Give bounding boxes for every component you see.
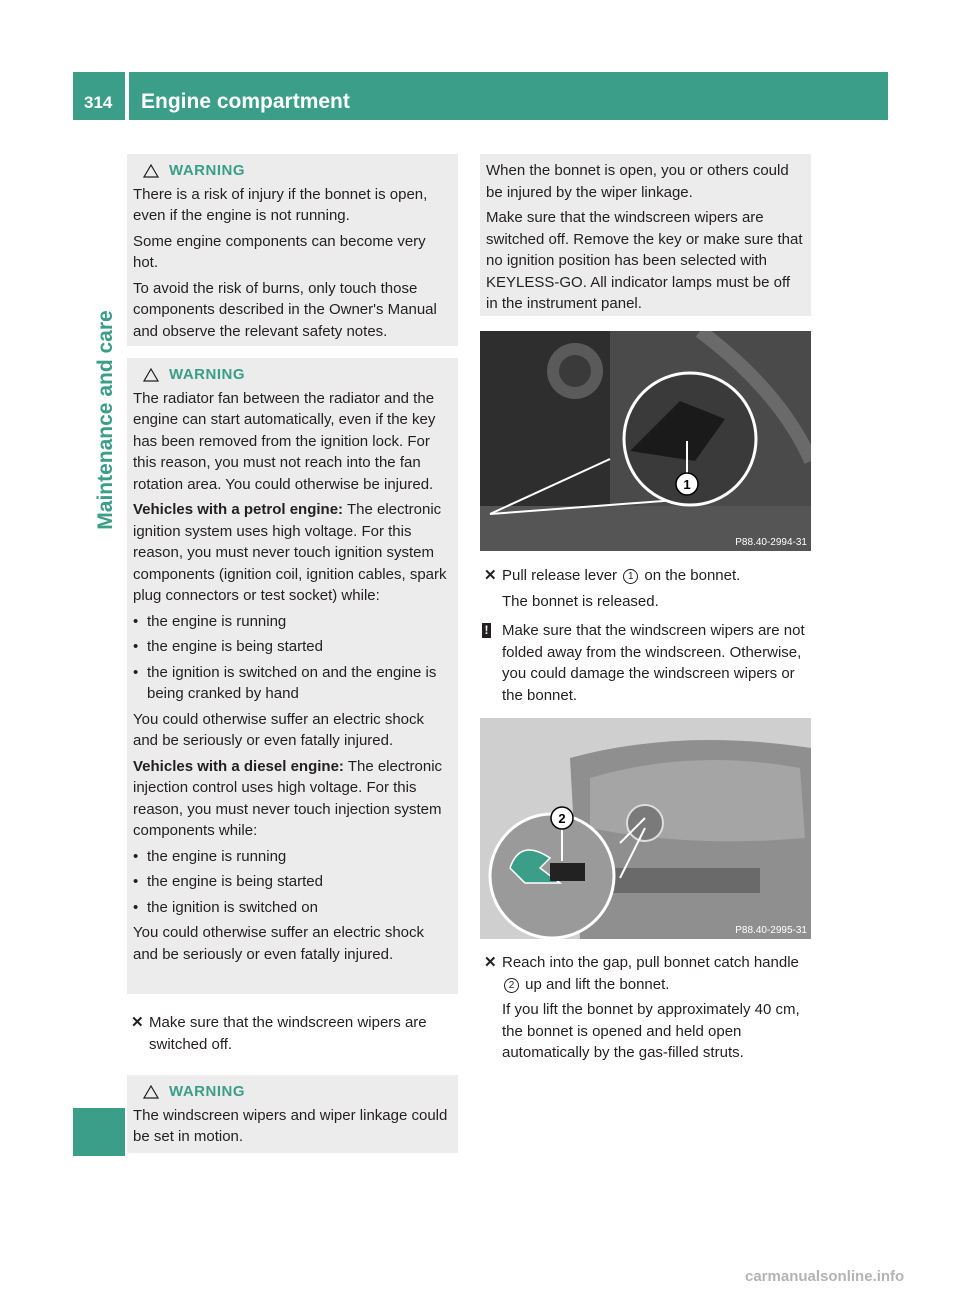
right-column [480, 154, 811, 316]
figure-release-lever [480, 331, 811, 551]
warning-text: The windscreen wipers and wiper linkage could be set in motion. [133, 1106, 448, 1145]
warning-box-1 [127, 154, 458, 346]
diesel-paragraph [133, 756, 452, 842]
step-arrow-icon: ✕ [484, 954, 497, 971]
warning-text: There is a risk of injury if the bonnet is open, even if the engine is not running. [133, 185, 428, 224]
warning-text: When the bonnet is open, you or others could be injured by the wiper linkage. [486, 162, 789, 201]
page-title: Engine compartment [141, 90, 350, 113]
instruction-step [480, 565, 811, 612]
warning-continued-box [480, 154, 811, 316]
notice [480, 620, 811, 706]
warning-title: WARNING [169, 366, 245, 383]
notice-text: Make sure that the windscreen wipers are not folded away from the windscreen. Otherwise, you could damage the windscreen wipers or the bonnet. [502, 622, 805, 704]
warning-text: Some engine components can become very hot. [133, 232, 426, 271]
warning-triangle-icon [143, 164, 159, 178]
bullet-item: • the ignition is switched on and the engine is being cranked by hand [133, 662, 452, 705]
exclamation-icon: ! [482, 623, 491, 638]
callout-2-icon: 2 [504, 978, 519, 993]
warning-box-2 [127, 358, 458, 994]
warning-text: To avoid the risk of burns, only touch those components described in the Owner's Manual and observe the relevant safety notes. [133, 279, 437, 340]
step-result: If you lift the bonnet by approximately 40 cm, the bonnet is opened and held open automatically by the gas-filled struts. [502, 1001, 800, 1061]
warning-text: The radiator fan between the radiator and the engine can start automatically, even if the key has been removed from the ignition lock. For this reason, you must not reach into the fan rotation area. You could otherwise be injured. [133, 389, 436, 493]
warning-text: You could otherwise suffer an electric shock and be seriously or even fatally injured. [133, 710, 424, 749]
bullet-item: • the engine is running [133, 846, 452, 868]
footer-watermark: carmanualsonline.info [745, 1268, 905, 1285]
diesel-label: Vehicles with a diesel engine: [133, 757, 344, 775]
step-arrow-icon: ✕ [484, 567, 497, 584]
petrol-paragraph [133, 499, 452, 607]
step-text: on the bonnet. [640, 567, 741, 584]
step-arrow-icon: ✕ [131, 1014, 144, 1031]
bullet-item: • the ignition is switched on [133, 897, 452, 919]
warning-heading [133, 364, 452, 386]
instruction-step [480, 952, 811, 1064]
bullet-item: • the engine is being started [133, 636, 452, 658]
warning-triangle-icon [143, 368, 159, 382]
figure-callout-2: 2 [558, 811, 566, 826]
right-steps-2 [480, 952, 811, 1064]
side-tab [86, 120, 126, 670]
page-number: 314 [84, 93, 113, 112]
instruction-step [127, 1012, 458, 1055]
figure-bonnet-catch [480, 718, 811, 939]
callout-1-icon: 1 [623, 569, 638, 584]
warning-heading [133, 1081, 452, 1103]
bullet-item: • the engine is being started [133, 871, 452, 893]
warning-box-3 [127, 1075, 458, 1153]
step-text: Pull release lever [502, 567, 622, 584]
release-lever-illustration [480, 331, 811, 551]
bullet-item: • the engine is running [133, 611, 452, 633]
step-text: Reach into the gap, pull bonnet catch handle [502, 954, 799, 971]
petrol-label: Vehicles with a petrol engine: [133, 501, 344, 518]
step-text: Make sure that the windscreen wipers are switched off. [149, 1014, 427, 1053]
step-result: The bonnet is released. [502, 592, 659, 610]
warning-title: WARNING [169, 1083, 245, 1100]
header-separator [125, 72, 129, 120]
step-text: up and lift the bonnet. [521, 975, 670, 993]
warning-text: Make sure that the windscreen wipers are switched off. Remove the key or make sure that no ignition position has been selected with KEYLESS-GO. All indicator lamps must be off in the instrument panel. [486, 209, 803, 312]
side-tab-marker [73, 1108, 125, 1156]
warning-heading [133, 160, 452, 182]
side-tab-label: Maintenance and care [94, 310, 117, 530]
warning-triangle-icon [143, 1085, 159, 1099]
warning-title: WARNING [169, 162, 245, 179]
figure-callout-1: 1 [683, 477, 691, 492]
bonnet-catch-illustration [480, 718, 811, 939]
petrol-text: The electronic ignition system uses high voltage. For this reason, you must never touch ignition system components (ignition coil, ignition cables, spark plug connectors or test socket) while: [133, 501, 447, 604]
warning-text: You could otherwise suffer an electric shock and be seriously or even fatally injured. [133, 924, 424, 963]
diesel-text: The electronic injection control uses high voltage. For this reason, you must never touch injection system components while: [133, 757, 443, 839]
figure-code: P88.40-2994-31 [735, 537, 807, 548]
left-column [127, 154, 458, 1153]
figure-code: P88.40-2995-31 [735, 925, 807, 936]
right-steps-1 [480, 565, 811, 706]
